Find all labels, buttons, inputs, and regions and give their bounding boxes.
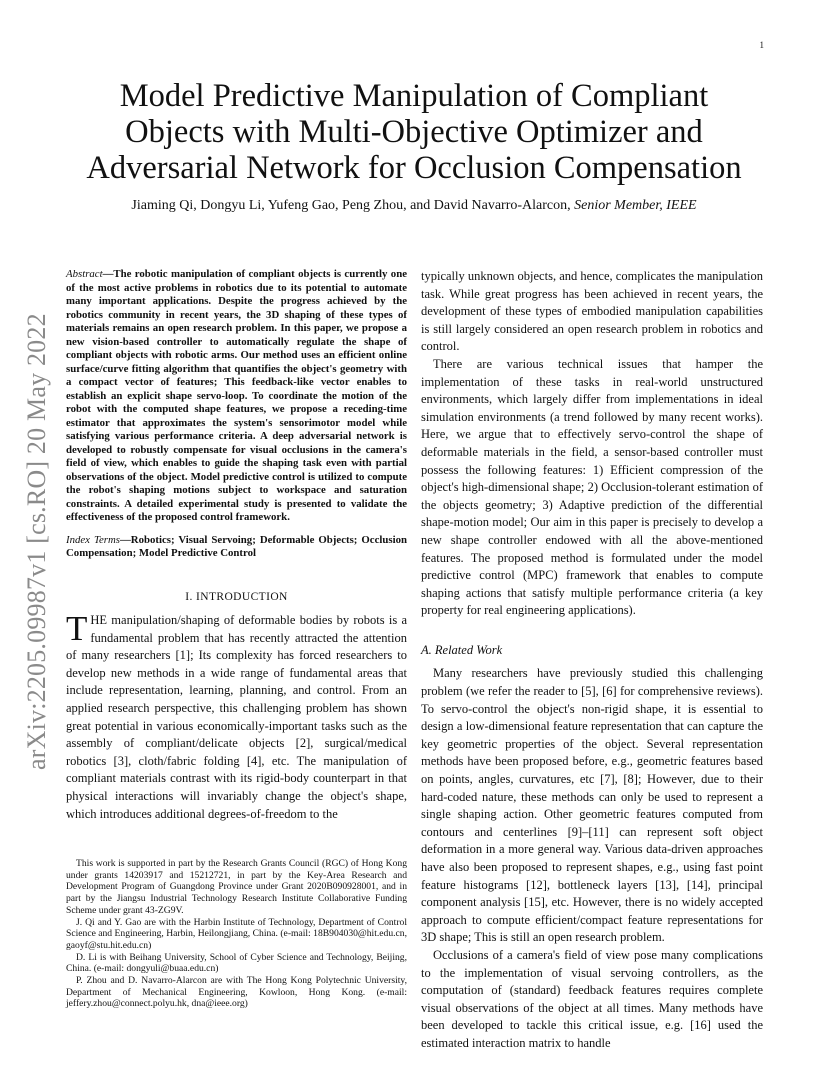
index-terms-text: —Robotics; Visual Servoing; Deformable Objects; Occlusion Compensation; Model Predictive Control [66, 533, 407, 559]
title-line-2: Objects with Multi-Objective Optimizer and [125, 114, 703, 150]
index-terms [66, 534, 407, 561]
page-number: 1 [759, 40, 764, 50]
title-line-3: Adversarial Network for Occlusion Compensation [86, 150, 742, 186]
right-paragraph-2: There are various technical issues that hamper the implementation of these tasks in real-world unstructured environments, which largely differ from implementations in ideal simulation environments (a trend followed by many recent works). Here, we argue that to effectively servo-control the shape of deformable materials in the field, a sensor-based controller must possess the following features: 1) Efficient compression of the object's high-dimensional shape; 2) Occlusion-tolerant estimation of the objects geometry; 3) Adaptive prediction of the differential shape-motion model; Our aim in this paper is precisely to develop a new shape controller endowed with all the above-mentioned features. The proposed method is formulated under the model predictive control (MPC) framework that enables to compute shaping actions that satisfy multiple performance criteria (a key property for real engineering applications). [421, 356, 763, 618]
footnotes [66, 858, 407, 1010]
author-names: Jiaming Qi, Dongyu Li, Yufeng Gao, Peng Zhou, and David Navarro-Alarcon, [131, 198, 571, 213]
abstract [66, 268, 407, 525]
right-column [421, 268, 763, 1053]
subsection-heading-related-work: A. Related Work [421, 642, 503, 657]
intro-paragraph [66, 609, 407, 823]
footnote-affiliation-1: J. Qi and Y. Gao are with the Harbin Institute of Technology, Department of Control Science and Engineering, Harbin, Heilongjiang, China. (e-mail: 18B904030@hit.edu.cn, gaoyf@stu.hit.edu.cn) [66, 916, 407, 951]
arxiv-stamp: arXiv:2205.09987v1 [cs.RO] 20 May 2022 [22, 313, 51, 770]
left-column [66, 268, 407, 823]
paper-title [60, 78, 768, 186]
author-list [60, 198, 768, 214]
right-paragraph-1: typically unknown objects, and hence, complicates the manipulation task. While great progress has been achieved in recent years, the development of these types of embodied manipulation capabilities is still largely considered an open research problem in robotics and control. [421, 269, 763, 354]
section-heading-introduction: I. INTRODUCTION [185, 590, 288, 603]
intro-text: HE manipulation/shaping of deformable bodies by robots is a fundamental problem that has recently attracted the attention of many researchers [1]; Its complexity has forced researchers to develop new methods in a wide range of fundamental areas that include representation, learning, planning, and control. From an applied research perspective, this challenging problem has shown great potential in various economically-important tasks such as the assembly of compliant/delicate objects [2], surgical/medical robotics [3], cloth/fabric folding [4], etc. The manipulation of compliant materials contrast with its rigid-body counterpart in that physical interactions will invariably change the object's shape, which introduces additional degrees-of-freedom to the [66, 613, 407, 821]
footnote-affiliation-2: D. Li is with Beihang University, School of Cyber Science and Technology, Beijing, China. (e-mail: dongyuli@buaa.edu.cn) [66, 951, 407, 975]
author-membership: Senior Member, IEEE [574, 198, 697, 213]
title-line-1: Model Predictive Manipulation of Compliant [119, 78, 709, 114]
footnote-affiliation-3: P. Zhou and D. Navarro-Alarcon are with The Hong Kong Polytechnic University, Department of Mechanical Engineering, Kowloon, Hong Kong. (e-mail: jeffery.zhou@connect.polyu.hk, dna@ieee.org) [66, 975, 407, 1010]
right-paragraph-4: Occlusions of a camera's field of view pose many complications to the implementation of visual servoing controllers, as the computation of (standard) feedback features requires complete visual observations of the object at all times. Many methods have been developed to tackle this critical issue, e.g. [16] used the estimated interaction matrix to handle [421, 947, 763, 1050]
footnote-funding: This work is supported in part by the Research Grants Council (RGC) of Hong Kong under grants 14203917 and 15212721, in part by the Key-Area Research and Development Program of Guangdong Province under Grant 2020B090928001, and in part by the Jiangsu Industrial Technology Research Institute Collaborative Funding Scheme under grant 43-ZG9V. [66, 858, 407, 916]
drop-cap: T [66, 609, 88, 649]
index-terms-label: Index Terms [66, 533, 120, 546]
abstract-text: —The robotic manipulation of compliant objects is currently one of the most active problems in robotics due to its potential to automate many important applications. Despite the progress achieved by the robotics community in recent years, the 3D shaping of these types of materials remains an open research problem. In this paper, we propose a new vision-based controller to automatically regulate the shape of compliant objects with robotic arms. Our method uses an efficient online surface/curve fitting algorithm that quantifies the object's geometry with a compact vector of features; This feedback-like vector enables to establish an explicit shape servo-loop. To coordinate the motion of the robot with the computed shape features, we propose a receding-time estimator that approximates the system's sensorimotor model while satisfying various performance criteria. A deep adversarial network is developed to robustly compensate for visual occlusions in the camera's field of view, which enables to guide the shaping task even with partial observations of the object. Model predictive control is utilized to compute the robot's shaping motions subject to workspace and saturation constraints. A detailed experimental study is presented to validate the effectiveness of the proposed control framework. [66, 268, 407, 523]
abstract-label: Abstract [66, 268, 103, 280]
right-paragraph-3: Many researchers have previously studied this challenging problem (we refer the reader to [5], [6] for comprehensive reviews). To servo-control the object's non-rigid shape, it is essential to design a low-dimensional feature representation that can capture the key geometric properties of the object. Several representation methods have been proposed before, e.g., geometric features based on points, angles, curvatures, etc [7], [8]; However, due to their hard-coded nature, these methods can only be used to represent a single shaping action. Other geometric features computed from contours and centerlines [9]–[11] can represent soft object deformation in a more general way. Various data-driven approaches have also been proposed to represent shapes, e.g., using fast point feature histograms [12], bottleneck layers [13], [14], principal component analysis [15], etc. However, there is no widely accepted approach to compute efficient/compact feature representations for 3D shape; This is still an open research problem. [421, 666, 763, 945]
